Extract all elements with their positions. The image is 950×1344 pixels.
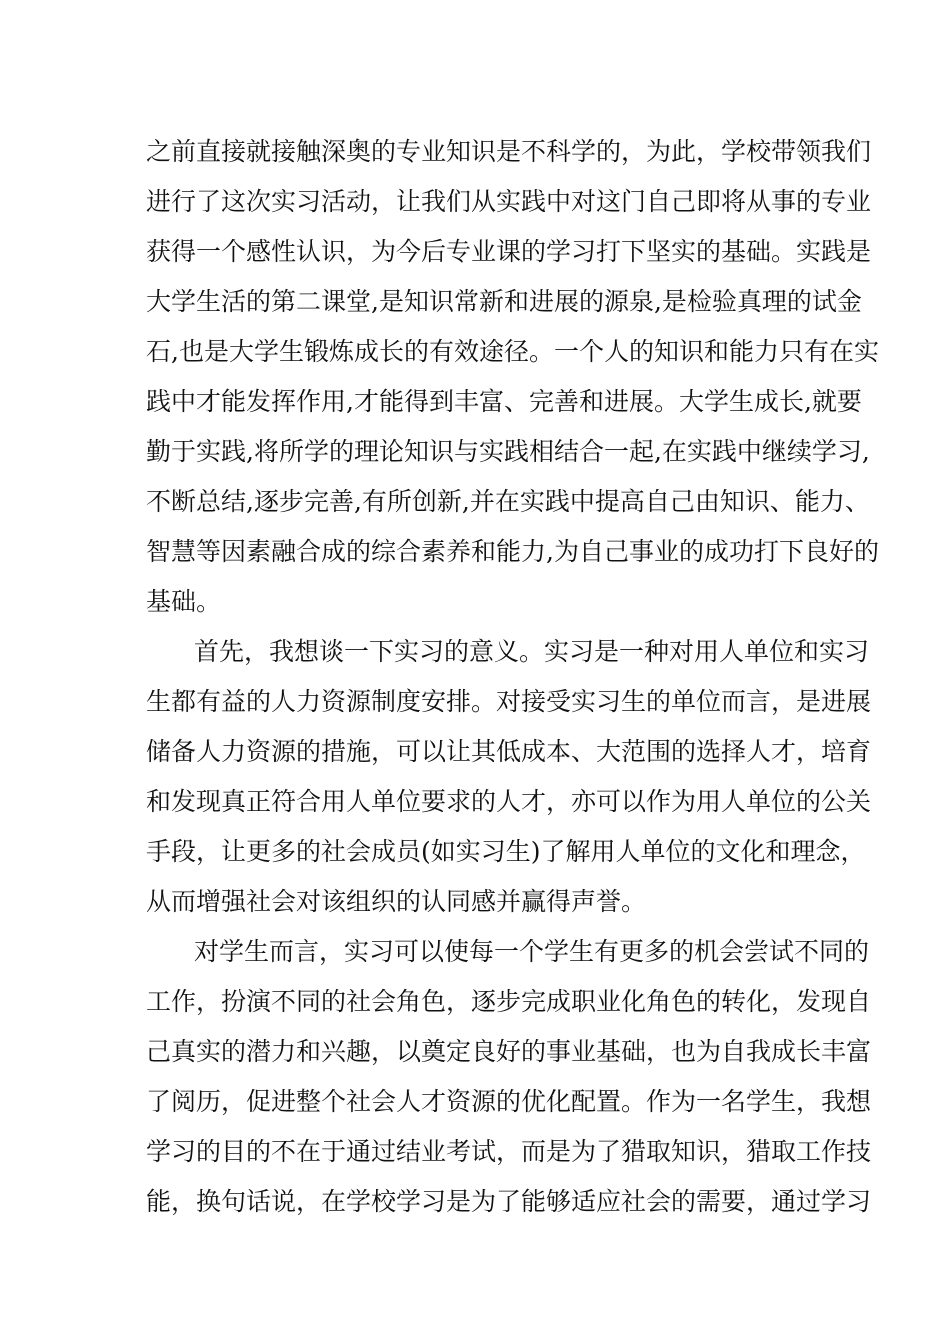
paragraph-1-line-9: 智慧等因素融合成的综合素养和能力,为自己事业的成功打下良好的	[146, 537, 879, 566]
paragraph-3-line-1: 对学生而言，实习可以使每一个学生有更多的机会尝试不同的	[194, 937, 870, 966]
paragraph-1-line-3: 获得一个感性认识，为今后专业课的学习打下坚实的基础。实践是	[146, 237, 872, 266]
paragraph-3-line-3: 己真实的潜力和兴趣，以奠定良好的事业基础，也为自我成长丰富	[146, 1037, 872, 1066]
paragraph-1-line-2: 进行了这次实习活动，让我们从实践中对这门自己即将从事的专业	[146, 187, 872, 216]
paragraph-3-line-6: 能，换句话说，在学校学习是为了能够适应社会的需要，通过学习	[146, 1187, 872, 1216]
paragraph-1-line-6: 践中才能发挥作用,才能得到丰富、完善和进展。大学生成长,就要	[146, 387, 862, 416]
paragraph-1-line-7: 勤于实践,将所学的理论知识与实践相结合一起,在实践中继续学习,	[146, 437, 870, 466]
paragraph-1-line-4: 大学生活的第二课堂,是知识常新和进展的源泉,是检验真理的试金	[146, 287, 862, 316]
paragraph-2-line-6: 从而增强社会对该组织的认同感并赢得声誉。	[146, 887, 647, 916]
paragraph-2-line-1: 首先，我想谈一下实习的意义。实习是一种对用人单位和实习	[194, 637, 870, 666]
paragraph-2-line-2: 生都有益的人力资源制度安排。对接受实习生的单位而言，是进展	[146, 687, 872, 716]
paragraph-3-line-5: 学习的目的不在于通过结业考试，而是为了猎取知识，猎取工作技	[146, 1137, 872, 1166]
paragraph-2-line-3: 储备人力资源的措施，可以让其低成本、大范围的选择人才，培育	[146, 737, 872, 766]
paragraph-3-line-2: 工作，扮演不同的社会角色，逐步完成职业化角色的转化，发现自	[146, 987, 872, 1016]
paragraph-2-line-5: 手段，让更多的社会成员(如实习生)了解用人单位的文化和理念，	[146, 837, 866, 866]
paragraph-1-line-8: 不断总结,逐步完善,有所创新,并在实践中提高自己由知识、能力、	[146, 487, 870, 516]
paragraph-1-line-5: 石,也是大学生锻炼成长的有效途径。一个人的知识和能力只有在实	[146, 337, 879, 366]
paragraph-3-line-4: 了阅历，促进整个社会人才资源的优化配置。作为一名学生，我想	[146, 1087, 872, 1116]
paragraph-2-line-4: 和发现真正符合用人单位要求的人才，亦可以作为用人单位的公关	[146, 787, 872, 816]
paragraph-1-line-10: 基础。	[146, 587, 222, 616]
paragraph-1-line-1: 之前直接就接触深奥的专业知识是不科学的，为此，学校带领我们	[146, 137, 872, 166]
